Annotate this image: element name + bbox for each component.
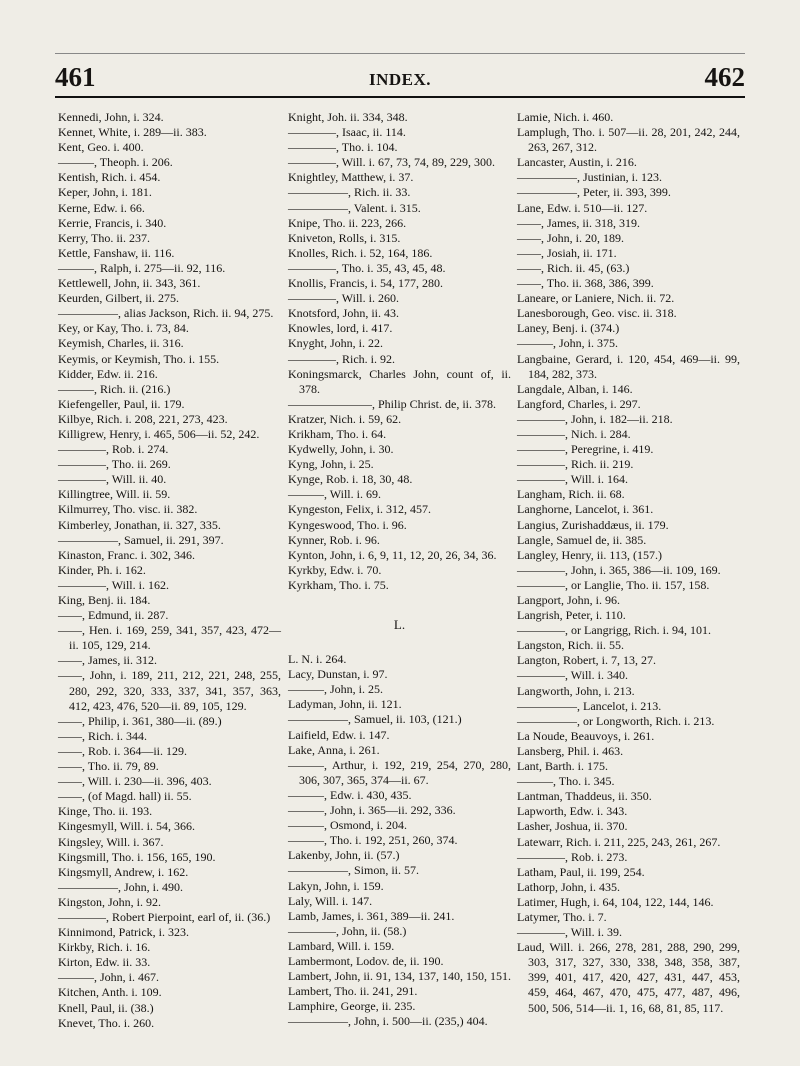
index-entry: Lacy, Dunstan, i. 97. <box>288 667 388 682</box>
index-entry: —————, or Longworth, Rich. i. 213. <box>517 713 715 728</box>
index-entry: Kynge, Rob. i. 18, 30, 48. <box>288 472 413 487</box>
index-entry: Laifield, Edw. i. 147. <box>288 727 390 742</box>
index-entry: ————, or Langlie, Tho. ii. 157, 158. <box>517 577 710 592</box>
index-entry: Langhorne, Lancelot, i. 361. <box>517 502 654 517</box>
index-entry: —————, Simon, ii. 57. <box>288 863 420 878</box>
index-entry: Kennedi, John, i. 324. <box>58 110 164 124</box>
index-entry: ————, Will. i. 164. <box>517 472 628 487</box>
index-entry: Langley, Henry, ii. 113, (157.) <box>517 547 662 562</box>
index-entry: Langbaine, Gerard, i. 120, 454, 469—ii. 99, 184, 282, 373. <box>517 351 740 381</box>
index-entry: ——, Will. i. 230—ii. 396, 403. <box>58 774 212 789</box>
index-entry: ————, John, ii. (58.) <box>288 923 407 938</box>
index-entry: ————, Tho. i. 35, 43, 45, 48. <box>288 260 446 275</box>
index-entry: Lake, Anna, i. 261. <box>288 742 380 757</box>
index-entry: —————, Valent. i. 315. <box>288 200 421 215</box>
index-entry: Krikham, Tho. i. 64. <box>288 426 387 441</box>
index-entry: —————, Rich. ii. 33. <box>288 185 411 200</box>
index-entry: Kyrkby, Edw. i. 70. <box>288 562 382 577</box>
section-letter: L. <box>393 617 406 632</box>
index-entry: —————, Peter, ii. 393, 399. <box>517 185 671 200</box>
index-entry: ————, Tho. i. 104. <box>288 140 398 155</box>
index-entry: Knight, Joh. ii. 334, 348. <box>288 110 408 124</box>
index-entry: Knotsford, John, ii. 43. <box>288 306 399 321</box>
index-entry: ———, John, i. 25. <box>288 682 384 697</box>
index-entry: Lambert, John, ii. 91, 134, 137, 140, 150, 151. <box>288 969 511 984</box>
index-entry: ——, John, i. 189, 211, 212, 221, 248, 255, 280, 292, 320, 333, 337, 341, 357, 363, 412, 423, 476, 520—ii. 89, 105, 129. <box>58 668 281 713</box>
index-entry: Langworth, John, i. 213. <box>517 683 635 698</box>
index-entry: Kilbye, Rich. i. 208, 221, 273, 423. <box>58 411 228 426</box>
index-entry: Kyng, John, i. 25. <box>288 457 374 472</box>
index-entry: ——, James, ii. 312. <box>58 653 157 668</box>
index-entry: ———————, Philip Christ. de, ii. 378. <box>288 396 497 411</box>
index-entry: ————, John, i. 182—ii. 218. <box>517 411 673 426</box>
index-entry: Kennet, White, i. 289—ii. 383. <box>58 125 207 140</box>
index-entry: Kratzer, Nich. i. 59, 62. <box>288 411 402 426</box>
index-entry: Kingsmill, Tho. i. 156, 165, 190. <box>58 849 216 864</box>
index-entry: Langham, Rich. ii. 68. <box>517 487 625 502</box>
index-entry: Langport, John, i. 96. <box>517 593 620 607</box>
index-entry: Latymer, Tho. i. 7. <box>517 909 607 924</box>
index-entry: Laud, Will. i. 266, 278, 281, 288, 290, 299, 303, 317, 327, 330, 338, 348, 358, 387, 399, 401, 417, 420, 427, 431, 447, 453, 459, 464, 467, 470, 475, 477, 487, 496, 500, 506, 514—ii. 1, 16, 68, 81, 85, 117. <box>517 940 740 1015</box>
index-entry: ————, or Langrigg, Rich. i. 94, 101. <box>517 623 711 638</box>
index-entry: —————, Samuel, ii. 291, 397. <box>58 532 224 547</box>
index-entry: Lapworth, Edw. i. 343. <box>517 804 628 819</box>
index-entry: ————, Rich. i. 92. <box>288 351 395 366</box>
index-entry: ——, Rich. i. 344. <box>58 728 147 743</box>
index-entry: Langius, Zurishaddæus, ii. 179. <box>517 517 669 532</box>
index-column-middle <box>288 110 511 1029</box>
index-entry: ————, Will. i. 39. <box>517 925 622 940</box>
index-entry: Lantman, Thaddeus, ii. 350. <box>517 789 652 804</box>
index-entry: Kingsley, Will. i. 367. <box>58 834 164 849</box>
index-entry: Kinaston, Franc. i. 302, 346. <box>58 547 195 562</box>
index-entry: ————, Nich. i. 284. <box>517 426 631 441</box>
index-entry: ——, Josiah, ii. 171. <box>517 245 617 260</box>
index-entry: ———, Will. i. 69. <box>288 487 381 502</box>
index-entry: Kingesmyll, Will. i. 54, 366. <box>58 819 195 834</box>
index-entry: ———, Theoph. i. 206. <box>58 155 173 170</box>
header-rule <box>55 96 745 98</box>
index-entry: Kydwelly, John, i. 30. <box>288 442 394 457</box>
index-entry: Lancaster, Austin, i. 216. <box>517 155 637 170</box>
index-entry: —————, Justinian, i. 123. <box>517 170 663 185</box>
index-entry: ———, Ralph, i. 275—ii. 92, 116. <box>58 260 226 275</box>
index-entry: ————, Tho. ii. 269. <box>58 457 171 472</box>
index-entry: Knowles, lord, i. 417. <box>288 321 393 336</box>
index-entry: Kilmurrey, Tho. visc. ii. 382. <box>58 502 198 517</box>
index-entry: Killingtree, Will. ii. 59. <box>58 487 171 502</box>
index-entry: ———, Osmond, i. 204. <box>288 818 408 833</box>
index-entry: ———, John, i. 467. <box>58 970 160 985</box>
index-entry: Langton, Robert, i. 7, 13, 27. <box>517 653 656 668</box>
index-column-right <box>517 110 740 1016</box>
index-entry: Knightley, Matthew, i. 37. <box>288 170 414 185</box>
index-entry: ————, Will. i. 260. <box>288 291 399 306</box>
index-entry: Langford, Charles, i. 297. <box>517 396 641 411</box>
index-entry: ——, John, i. 20, 189. <box>517 230 625 245</box>
index-entry: Kent, Geo. i. 400. <box>58 140 144 155</box>
index-entry: ———, Tho. i. 345. <box>517 774 615 789</box>
index-entry: Lane, Edw. i. 510—ii. 127. <box>517 200 648 215</box>
index-entry: Latimer, Hugh, i. 64, 104, 122, 144, 146. <box>517 894 714 909</box>
index-entry: ———, Arthur, i. 192, 219, 254, 270, 280, 306, 307, 365, 374—ii. 67. <box>288 757 511 787</box>
index-entry: Kiefengeller, Paul, ii. 179. <box>58 396 185 411</box>
index-entry: King, Benj. ii. 184. <box>58 593 151 607</box>
index-entry: ————, Rob. i. 273. <box>517 849 628 864</box>
index-entry: ————, Will. ii. 40. <box>58 472 167 487</box>
index-entry: Kynton, John, i. 6, 9, 11, 12, 20, 26, 34, 36. <box>288 547 497 562</box>
index-entry: La Noude, Beauvoys, i. 261. <box>517 728 655 743</box>
index-entry: Lathorp, John, i. 435. <box>517 879 620 894</box>
index-entry: Langle, Samuel de, ii. 385. <box>517 532 647 547</box>
index-entry: ——, Tho. ii. 368, 386, 399. <box>517 276 654 291</box>
top-rule <box>55 53 745 54</box>
index-entry: —————, Lancelot, i. 213. <box>517 698 662 713</box>
index-entry: L. N. i. 264. <box>288 652 347 667</box>
index-entry: Laly, Will. i. 147. <box>288 893 373 908</box>
index-entry: Lamie, Nich. i. 460. <box>517 110 614 124</box>
index-entry: ————, Peregrine, i. 419. <box>517 442 654 457</box>
index-entry: Kyngeswood, Tho. i. 96. <box>288 517 407 532</box>
index-entry: —————, John, i. 500—ii. (235,) 404. <box>288 1014 488 1029</box>
index-entry: ———, John, i. 365—ii. 292, 336. <box>288 803 456 818</box>
index-entry: Latewarr, Rich. i. 211, 225, 243, 261, 267. <box>517 834 721 849</box>
index-entry: ————, Robert Pierpoint, earl of, ii. (36.) <box>58 909 271 924</box>
index-entry: —————, John, i. 490. <box>58 879 184 894</box>
index-entry: Lambert, Tho. ii. 241, 291. <box>288 984 418 999</box>
index-entry: ————, Will. i. 67, 73, 74, 89, 229, 300. <box>288 155 495 170</box>
index-entry: Knyght, John, i. 22. <box>288 336 384 351</box>
index-entry: Kettle, Fanshaw, ii. 116. <box>58 245 175 260</box>
index-entry: ————, Will. i. 340. <box>517 668 628 683</box>
index-entry: ——, Rich. ii. 45, (63.) <box>517 260 630 275</box>
index-entry: Keurden, Gilbert, ii. 275. <box>58 291 179 306</box>
left-page-number: 461 <box>55 62 96 92</box>
index-entry: ———, Edw. i. 430, 435. <box>288 787 412 802</box>
index-entry: Lakenby, John, ii. (57.) <box>288 848 400 863</box>
k-entries-continued <box>288 110 511 593</box>
index-entry: Knipe, Tho. ii. 223, 266. <box>288 215 407 230</box>
index-entry: Kentish, Rich. i. 454. <box>58 170 161 185</box>
index-entry: Laney, Benj. i. (374.) <box>517 321 620 336</box>
index-entry: —————, Samuel, ii. 103, (121.) <box>288 712 462 727</box>
index-entry: Kyrkham, Tho. i. 75. <box>288 577 389 592</box>
index-entry: Knell, Paul, ii. (38.) <box>58 1000 154 1015</box>
index-entry: ——, Philip, i. 361, 380—ii. (89.) <box>58 713 222 728</box>
index-entry: ————, Isaac, ii. 114. <box>288 125 406 140</box>
index-entry: Langrish, Peter, i. 110. <box>517 608 626 623</box>
index-entry: Kerne, Edw. i. 66. <box>58 200 145 215</box>
index-entry: Kirton, Edw. ii. 33. <box>58 955 151 970</box>
index-entry: Knolles, Rich. i. 52, 164, 186. <box>288 245 433 260</box>
index-entry: ————, John, i. 365, 386—ii. 109, 169. <box>517 562 721 577</box>
index-entry: Kniveton, Rolls, i. 315. <box>288 230 401 245</box>
index-entry: ——, Edmund, ii. 287. <box>58 608 169 623</box>
index-entry: Killigrew, Henry, i. 465, 506—ii. 52, 242. <box>58 426 260 441</box>
index-entry: Lambermont, Lodov. de, ii. 190. <box>288 953 444 968</box>
index-entry: ——, James, ii. 318, 319. <box>517 215 640 230</box>
index-column-left <box>58 110 281 1031</box>
index-entry: Kingston, John, i. 92. <box>58 894 162 909</box>
index-entry: Keper, John, i. 181. <box>58 185 152 200</box>
index-entry: Kinnimond, Patrick, i. 323. <box>58 925 189 940</box>
index-entry: Lant, Barth. i. 175. <box>517 759 608 774</box>
index-entry: Lasher, Joshua, ii. 370. <box>517 819 628 834</box>
index-entry: Kitchen, Anth. i. 109. <box>58 985 162 1000</box>
index-entry: Kyngeston, Felix, i. 312, 457. <box>288 502 431 517</box>
index-entry: ——, (of Magd. hall) ii. 55. <box>58 789 192 804</box>
index-entry: Lansberg, Phil. i. 463. <box>517 743 624 758</box>
index-entry: ——, Tho. ii. 79, 89. <box>58 759 159 774</box>
index-entry: Lamb, James, i. 361, 389—ii. 241. <box>288 908 455 923</box>
right-page-number: 462 <box>704 62 745 92</box>
index-entry: ———, Rich. ii. (216.) <box>58 381 171 396</box>
index-entry: Lamphire, George, ii. 235. <box>288 999 416 1014</box>
page-title: INDEX. <box>368 70 432 89</box>
index-entry: Kidder, Edw. ii. 216. <box>58 366 158 381</box>
index-entry: Kingsmyll, Andrew, i. 162. <box>58 864 189 879</box>
l-entries <box>288 652 511 1029</box>
index-entry: Lamplugh, Tho. i. 507—ii. 28, 201, 242, 244, 263, 267, 312. <box>517 125 740 155</box>
index-entry: ————, Rob. i. 274. <box>58 442 169 457</box>
index-entry: Key, or Kay, Tho. i. 73, 84. <box>58 321 189 336</box>
index-entry: Koningsmarck, Charles John, count of, ii. 378. <box>288 366 511 396</box>
page-header <box>55 60 745 100</box>
index-entry: ——, Hen. i. 169, 259, 341, 357, 423, 472—ii. 105, 129, 214. <box>58 623 281 653</box>
index-entry: Lanesborough, Geo. visc. ii. 318. <box>517 306 677 321</box>
index-entry: Kerry, Tho. ii. 237. <box>58 230 150 245</box>
index-entry: Lambard, Will. i. 159. <box>288 938 395 953</box>
index-entry: Lakyn, John, i. 159. <box>288 878 384 893</box>
index-entry: Kirkby, Rich. i. 16. <box>58 940 151 955</box>
index-entry: Langston, Rich. ii. 55. <box>517 638 624 653</box>
index-entry: Kinge, Tho. ii. 193. <box>58 804 153 819</box>
index-entry: ————, Rich. ii. 219. <box>517 457 634 472</box>
index-entry: Keymish, Charles, ii. 316. <box>58 336 184 351</box>
index-entry: Kinder, Ph. i. 162. <box>58 562 146 577</box>
index-entry: Kerrie, Francis, i. 340. <box>58 215 167 230</box>
index-entry: ——, Rob. i. 364—ii. 129. <box>58 743 188 758</box>
index-entry: Laneare, or Laniere, Nich. ii. 72. <box>517 291 675 306</box>
index-entry: Kynner, Rob. i. 96. <box>288 532 380 547</box>
index-entry: Keymis, or Keymish, Tho. i. 155. <box>58 351 220 366</box>
index-entry: Ladyman, John, ii. 121. <box>288 697 402 712</box>
index-entry: Latham, Paul, ii. 199, 254. <box>517 864 645 879</box>
index-entry: —————, alias Jackson, Rich. ii. 94, 275. <box>58 306 274 321</box>
index-entry: ———, John, i. 375. <box>517 336 619 351</box>
index-entry: ———, Tho. i. 192, 251, 260, 374. <box>288 833 458 848</box>
index-entry: Knevet, Tho. i. 260. <box>58 1015 155 1030</box>
index-entry: Knollis, Francis, i. 54, 177, 280. <box>288 276 443 291</box>
index-entry: Kettlewell, John, ii. 343, 361. <box>58 276 201 291</box>
index-entry: Kimberley, Jonathan, ii. 327, 335. <box>58 517 221 532</box>
index-entry: Langdale, Alban, i. 146. <box>517 381 633 396</box>
index-entry: ————, Will. i. 162. <box>58 577 169 592</box>
